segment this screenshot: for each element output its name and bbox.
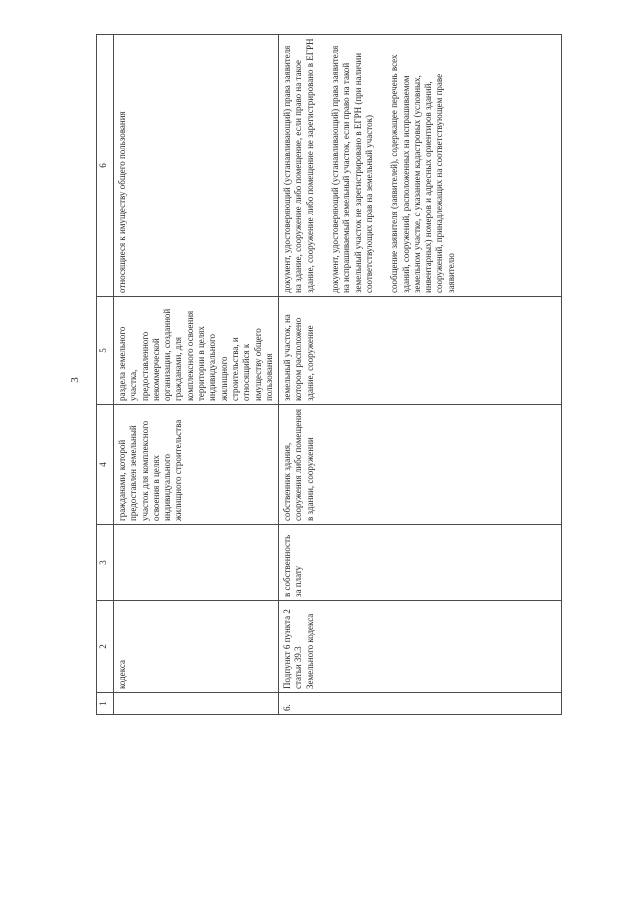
document-table: [96, 34, 562, 715]
document-item: документ, удостоверяющий (устанавливающий) права заявителя на здание, сооружение либо помещение, если право на такое здание, сооружение либо помещение не зарегистрировано в ЕГРН: [282, 38, 315, 293]
right-type-cell: [114, 525, 279, 601]
document-item: документ, удостоверяющий (устанавливающий) права заявителя на испрашиваемый земельный участок, если право на такой земельный участок не зарегистрировано в ЕГРН (при наличии соответствующих прав на земельный участок): [330, 45, 374, 293]
land-plot-cell: раздела земельного участка, предоставленного некоммерческой организации, созданной гражданами, для комплексного освоения территории в целях индивидуального жилищного строительства, и относящийся к имуществу общего пользования: [114, 297, 279, 405]
header-cell: 6: [97, 35, 114, 297]
header-cell: 1: [97, 693, 114, 715]
rotated-table-wrapper: [96, 35, 528, 715]
header-cell: 5: [97, 297, 114, 405]
document-item: относящиеся к имуществу общего пользования: [117, 111, 127, 293]
legal-basis-cell: кодекса: [114, 601, 279, 693]
row-number-cell: 6.: [279, 693, 562, 715]
applicant-cell: гражданами, которой предоставлен земельный участок для комплексного освоения в целях индивидуального жилищного строительства: [114, 405, 279, 525]
documents-cell: [279, 35, 562, 297]
table-row: [114, 35, 279, 715]
row-number-cell: [114, 693, 279, 715]
land-plot-cell: земельный участок, на котором расположено здание, сооружение: [279, 297, 562, 405]
page-number: 3: [69, 377, 81, 383]
header-cell: 3: [97, 525, 114, 601]
table-header-row: [97, 35, 114, 715]
documents-cell: [114, 35, 279, 297]
table-row: [279, 35, 562, 715]
legal-basis-cell: Подпункт 6 пункта 2 статьи 39.3 Земельного кодекса: [279, 601, 562, 693]
header-cell: 4: [97, 405, 114, 525]
header-cell: 2: [97, 601, 114, 693]
document-item: сообщение заявителя (заявителей), содержащее перечень всех зданий, сооружений, расположенных на испрашиваемом земельном участке, с указанием кадастровых (условных, инвентарных) номеров и адресных ориентиров зданий, сооружений, принадлежащих на соответствующем праве заявителю: [389, 54, 456, 293]
applicant-cell: собственник здания, сооружения либо помещения в здании, сооружении: [279, 405, 562, 525]
right-type-cell: в собственность за плату: [279, 525, 562, 601]
